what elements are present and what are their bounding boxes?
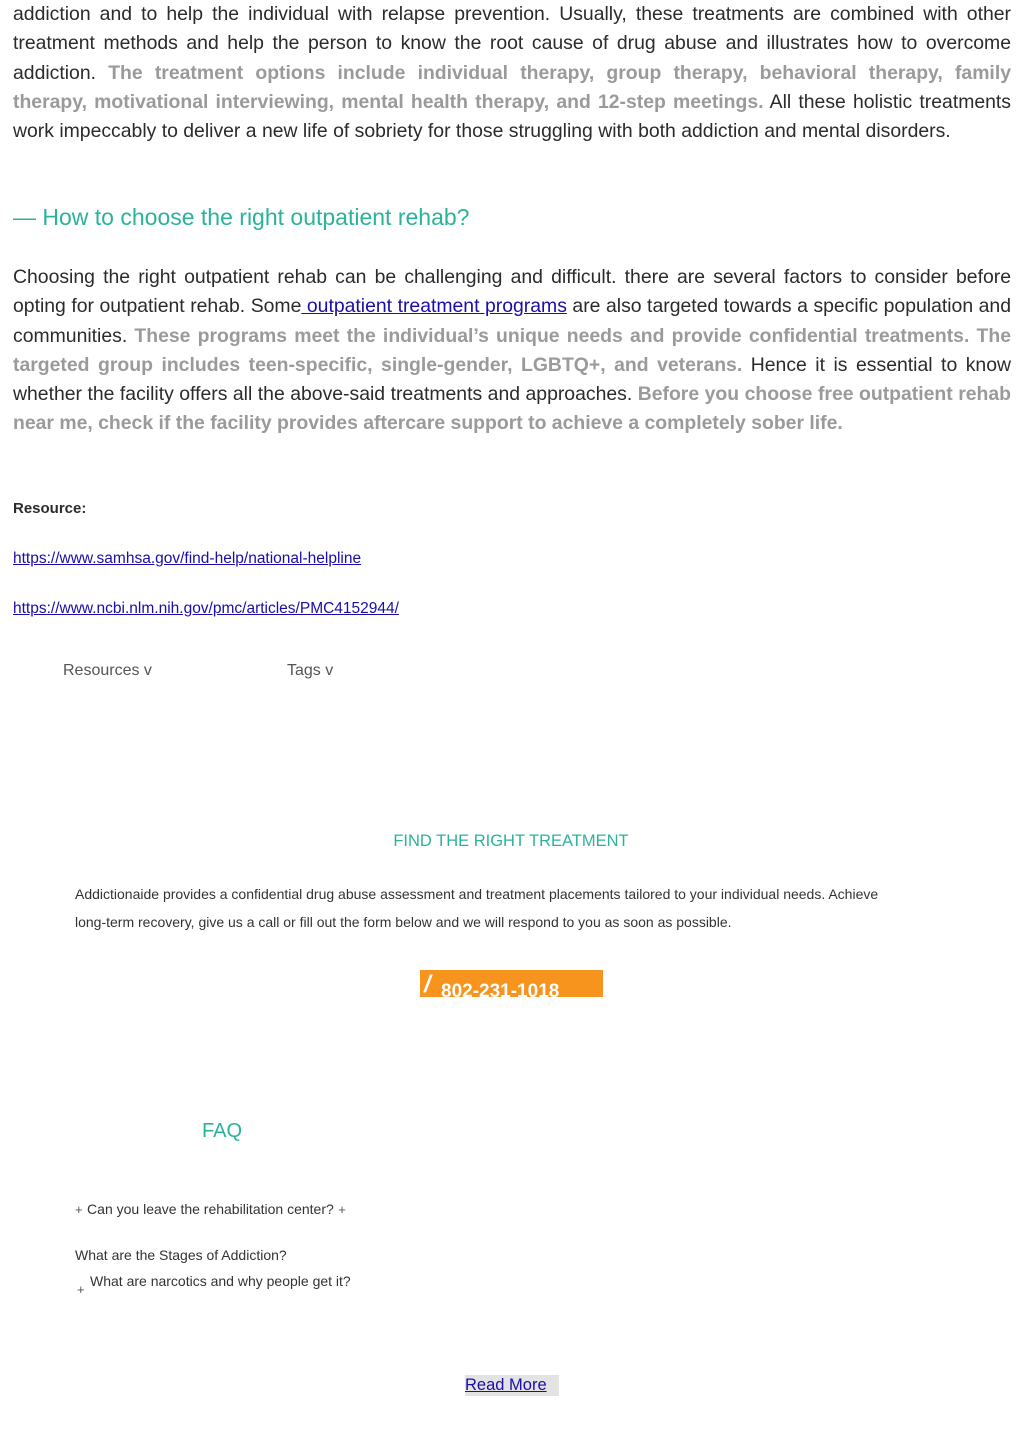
faq-item-3[interactable] [90,1273,351,1291]
faq-question-3[interactable]: What are narcotics and why people get it? [90,1273,351,1289]
resource-label: Resource: [13,500,87,517]
phone-icon: / [424,971,431,997]
choose-text-b: are also targeted towards a specific population and communities. [13,295,1011,347]
expand-icon: + [75,1202,83,1217]
read-more-container [465,1375,559,1396]
outpatient-programs-link[interactable]: outpatient treatment programs [301,295,567,318]
find-desc-line-1: Addictionaide provides a confidential drug abuse assessment and treatment placements tailored to your individual needs. Achieve [75,886,879,902]
find-desc-line-2: long-term recovery, give us a call or fill out the form below and we will respond to you as soon as possible. [75,914,732,930]
choose-text-c: Hence it is essential to know whether the facility offers all the above-said treatments and approaches. [13,353,1011,406]
resource-link-samhsa[interactable]: https://www.samhsa.gov/find-help/national-helpline [13,550,362,567]
find-treatment-title: FIND THE RIGHT TREATMENT [393,832,629,850]
resource-link-ncbi[interactable]: https://www.ncbi.nlm.nih.gov/pmc/articles/PMC4152944/ [13,600,399,617]
intro-paragraph [13,0,1011,146]
choose-highlight-2: Before you choose free outpatient rehab near me, check if the facility provides aftercare support to achieve a completely sober life. [13,383,1012,435]
find-treatment-description [75,880,935,936]
faq-title: FAQ [202,1120,243,1142]
phone-number: 802-231-1018 [441,981,560,997]
intro-text-a: addiction and to help the individual with relapse prevention. Usually, these treatments are combined with other treatment methods and help the person to know the root cause of drug abuse and illustrates how to overcome addiction. [13,3,1011,84]
expand-icon[interactable]: + [77,1282,85,1297]
faq-item-1[interactable] [75,1201,346,1219]
choose-text-a: Choosing the right outpatient rehab can be challenging and difficult. there are several factors to consider before opting for outpatient rehab. Some [13,266,1011,318]
faq-question-2[interactable]: What are the Stages of Addiction? [75,1247,287,1263]
faq-question-1[interactable]: Can you leave the rehabilitation center? [87,1201,334,1217]
intro-highlight: The treatment options include individual therapy, group therapy, behavioral therapy, family therapy, motivational interviewing, mental health therapy, and 12-step meetings. [13,61,1011,113]
intro-text-b: All these holistic treatments work impeccably to deliver a new life of sobriety for those struggling with both addiction and mental disorders. [13,90,1012,143]
resources-dropdown[interactable]: Resources v [63,662,152,679]
choose-paragraph [13,263,1011,439]
section-heading: — How to choose the right outpatient rehab? [13,204,470,230]
expand-icon: + [338,1202,346,1217]
tags-dropdown[interactable]: Tags v [287,662,334,679]
choose-highlight-1: These programs meet the individual’s unique needs and provide confidential treatments. The targeted group includes teen-specific, single-gender, LGBTQ+, and veterans. [13,324,1011,376]
faq-item-2[interactable] [75,1247,287,1265]
read-more-link[interactable]: Read More [465,1376,547,1394]
call-phone-button[interactable] [420,970,603,997]
